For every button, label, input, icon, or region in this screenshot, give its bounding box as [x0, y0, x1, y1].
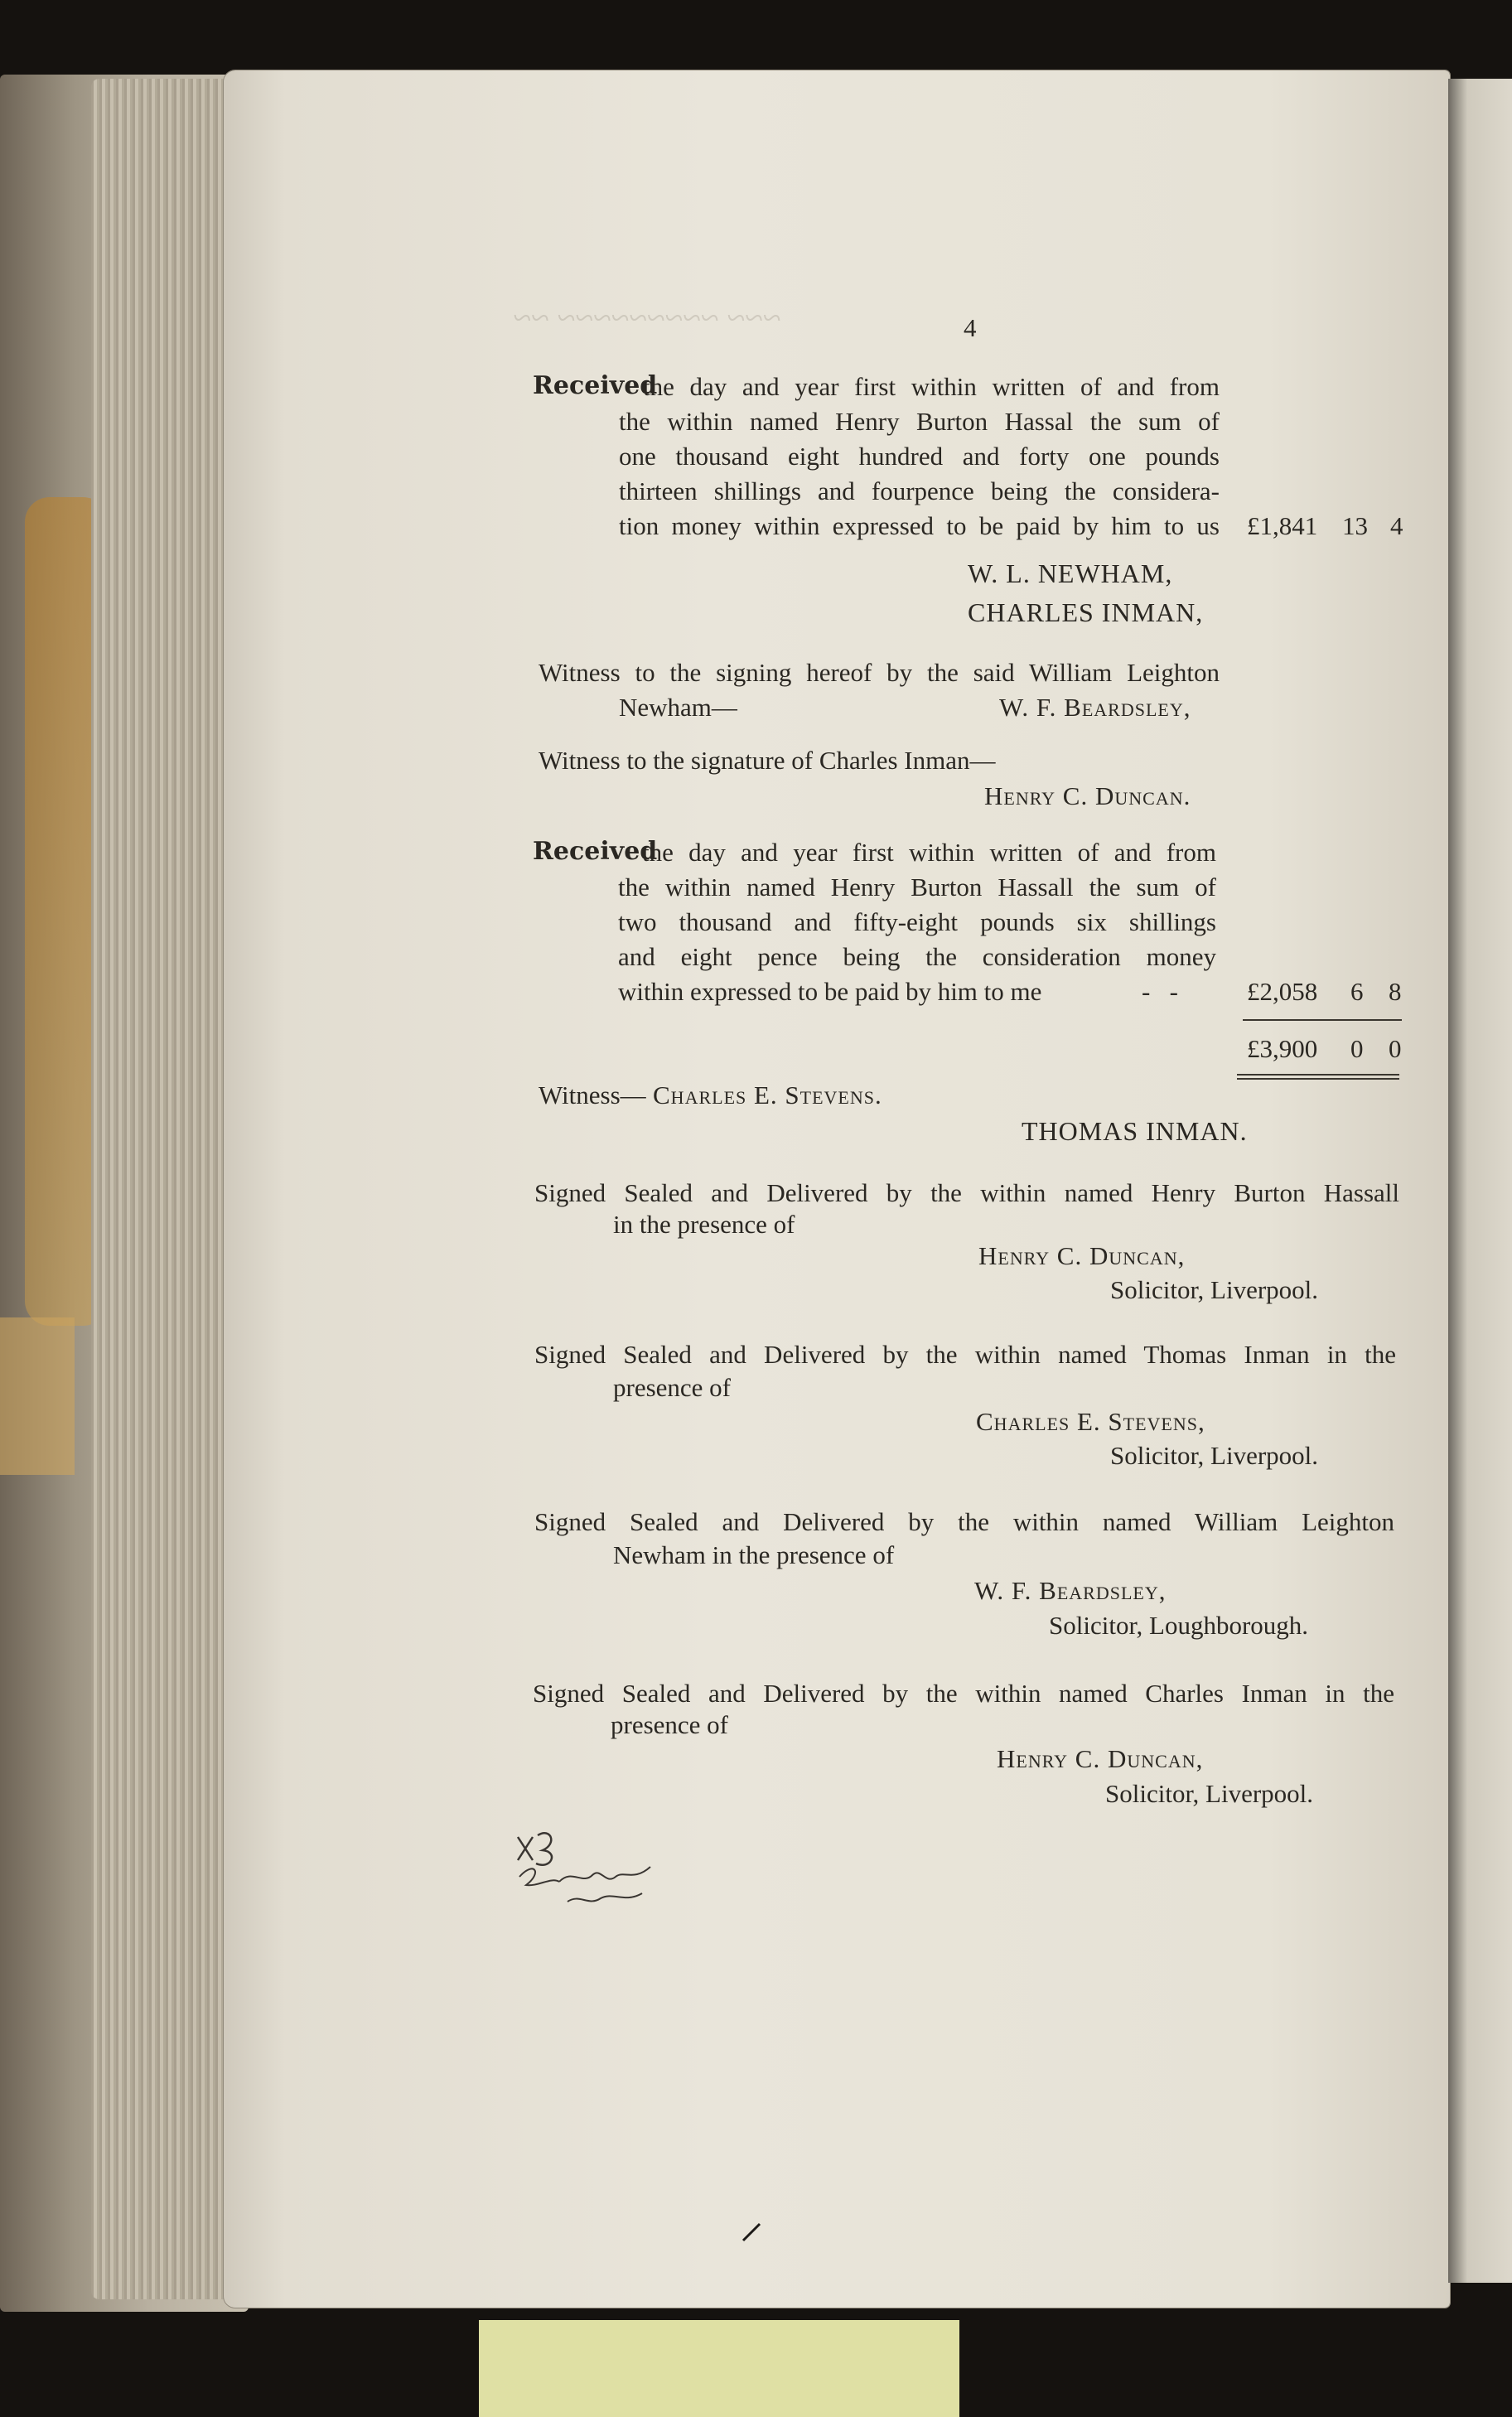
receipt2-leader-dashes: - -: [1142, 977, 1178, 1006]
receipt2-line-4: and eight pence being the consideration money: [618, 942, 1216, 971]
signatory-thomas-inman: THOMAS INMAN.: [1022, 1116, 1248, 1146]
receipt1-line-1: the day and year first within written of and from: [643, 372, 1220, 401]
execution2-witness: Charles E. Stevens,: [976, 1407, 1205, 1436]
execution2-role: Solicitor, Liverpool.: [1110, 1441, 1319, 1470]
receipt1-pence: 4: [1390, 511, 1403, 540]
receipt2-line-1: the day and year first within written of and from: [642, 838, 1216, 867]
receipt2-line-2: the within named Henry Burton Hassall the sum of: [618, 873, 1216, 902]
witness1-name: W. F. Beardsley,: [999, 693, 1191, 722]
handwritten-pencil-note: [510, 1827, 675, 1918]
execution1-line-2: in the presence of: [613, 1210, 795, 1239]
receipt1-line-2: the within named Henry Burton Hassal the sum of: [619, 407, 1220, 436]
execution4-witness: Henry C. Duncan,: [997, 1744, 1204, 1773]
witness1-line-1: Witness to the signing hereof by the said William Leighton: [539, 658, 1220, 687]
receipt2-lead: Received: [533, 837, 658, 866]
execution3-line-2: Newham in the presence of: [613, 1540, 895, 1569]
execution4-role: Solicitor, Liverpool.: [1105, 1779, 1314, 1808]
bleed-through-text: ~~~ ~~~~~~~~~ ~~: [514, 299, 781, 336]
total-shillings: 0: [1350, 1034, 1364, 1063]
receipt2-pence: 8: [1389, 977, 1402, 1006]
execution3-role: Solicitor, Loughborough.: [1049, 1611, 1309, 1640]
total-pounds: £3,900: [1247, 1034, 1318, 1063]
receipt2-pounds: £2,058: [1247, 977, 1318, 1006]
sum-rule: [1243, 1019, 1402, 1021]
signatory-charles-inman: CHARLES INMAN,: [968, 597, 1204, 627]
receipt1-line-4: thirteen shillings and fourpence being the considera-: [619, 476, 1220, 505]
execution4-line-2: presence of: [611, 1710, 728, 1739]
receipt1-line-3: one thousand eight hundred and forty one pounds: [619, 442, 1220, 471]
execution1-witness: Henry C. Duncan,: [978, 1241, 1186, 1270]
execution2-line-2: presence of: [613, 1373, 731, 1402]
receipt1-shillings: 13: [1342, 511, 1368, 540]
witness1-line-2: Newham—: [619, 693, 737, 722]
receipt1-pounds: £1,841: [1247, 511, 1318, 540]
signatory-newham: W. L. NEWHAM,: [968, 558, 1173, 588]
witness2-line-1: Witness to the signature of Charles Inman—: [539, 746, 996, 775]
execution3-witness: W. F. Beardsley,: [974, 1576, 1167, 1605]
receipt1-line-5: tion money within expressed to be paid by him to us: [619, 511, 1220, 540]
execution1-role: Solicitor, Liverpool.: [1110, 1275, 1319, 1304]
ink-mark: [740, 2219, 765, 2244]
total-pence: 0: [1389, 1034, 1402, 1063]
execution3-line-1: Signed Sealed and Delivered by the within named William Leighton: [534, 1507, 1394, 1536]
receipt2-line-5: within expressed to be paid by him to me: [618, 977, 1042, 1006]
witness3-label: Witness—: [539, 1080, 646, 1109]
witness2-name: Henry C. Duncan.: [984, 781, 1191, 810]
total-double-rule-2: [1237, 1078, 1399, 1080]
execution1-line-1: Signed Sealed and Delivered by the within named Henry Burton Hassall: [534, 1178, 1399, 1207]
page-number: 4: [964, 313, 977, 342]
receipt2-line-3: two thousand and fifty-eight pounds six shillings: [618, 907, 1216, 936]
receipt1-lead: Received: [533, 371, 658, 400]
receipt2-shillings: 6: [1350, 977, 1364, 1006]
execution4-line-1: Signed Sealed and Delivered by the within named Charles Inman in the: [533, 1679, 1394, 1708]
execution2-line-1: Signed Sealed and Delivered by the within named Thomas Inman in the: [534, 1340, 1396, 1369]
witness3-name: Charles E. Stevens.: [653, 1080, 882, 1109]
total-double-rule-1: [1237, 1074, 1399, 1076]
